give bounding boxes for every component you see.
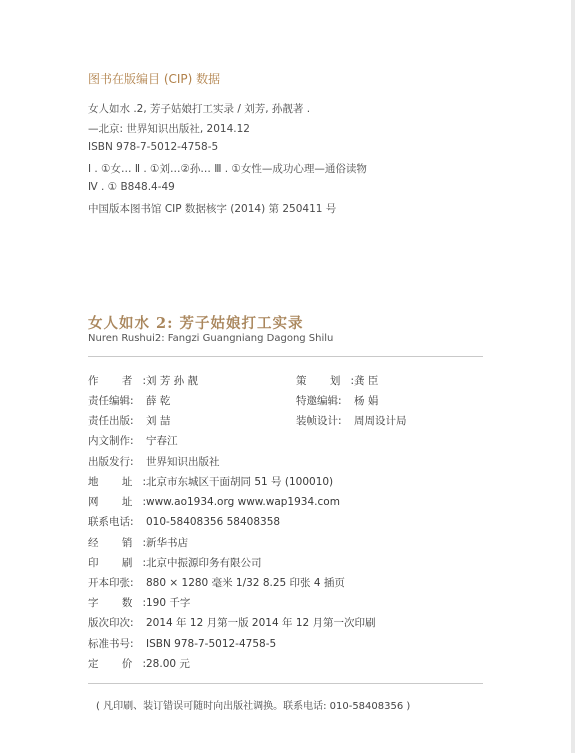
- credit-design: [296, 413, 407, 428]
- cip-line: 中国版本图书馆 CIP 数据核字 (2014) 第 250411 号: [88, 203, 337, 215]
- credit-publisher-resp: [88, 413, 170, 428]
- credit-author: [88, 373, 198, 388]
- info-row: [88, 595, 190, 610]
- info-value: ISBN 978-7-5012-4758-5: [146, 638, 277, 650]
- credit-production: [88, 433, 178, 448]
- special-editor-label: 特邀编辑:: [296, 395, 342, 407]
- publisher-resp-value: 刘 喆: [146, 415, 171, 427]
- info-value: 北京中振源印务有限公司: [146, 557, 262, 569]
- design-label: 装帧设计:: [296, 415, 342, 427]
- info-row: [88, 656, 190, 671]
- info-value: 新华书店: [146, 537, 188, 549]
- credit-planner: [296, 373, 378, 388]
- editor-value: 薛 乾: [146, 395, 171, 407]
- info-row: [88, 636, 276, 651]
- info-row: [88, 555, 262, 570]
- production-label: 内文制作:: [88, 435, 134, 447]
- book-title-pinyin: Nuren Rushui2: Fangzi Guangniang Dagong Shilu: [88, 333, 334, 344]
- production-value: 宁春江: [146, 435, 178, 447]
- publisher-resp-label: 责任出版:: [88, 415, 134, 427]
- info-label: 出版发行:: [88, 456, 134, 468]
- design-value: 周周设计局: [354, 415, 407, 427]
- info-label: 开本印张:: [88, 577, 134, 589]
- info-row: [88, 454, 220, 469]
- cip-line: ISBN 978-7-5012-4758-5: [88, 141, 219, 153]
- author-label: 作 者:: [88, 375, 146, 387]
- info-label: 网 址:: [88, 496, 146, 508]
- page-edge: [571, 0, 575, 753]
- info-label: 经 销:: [88, 537, 146, 549]
- info-label: 定 价:: [88, 658, 146, 670]
- info-row: [88, 615, 376, 630]
- info-label: 字 数:: [88, 597, 146, 609]
- author-value: 刘 芳 孙 靓: [146, 375, 199, 387]
- planner-label: 策 划:: [296, 375, 354, 387]
- footer-note: ( 凡印刷、装订错误可随时向出版社调换。联系电话: 010-58408356 ): [96, 701, 411, 712]
- cip-line: Ⅰ . ①女… Ⅱ . ①刘…②孙… Ⅲ . ①女性—成功心理—通俗读物: [88, 163, 367, 175]
- cip-line: —北京: 世界知识出版社, 2014.12: [88, 123, 250, 135]
- editor-label: 责任编辑:: [88, 395, 134, 407]
- info-value: 880 × 1280 毫米 1/32 8.25 印张 4 插页: [146, 577, 345, 589]
- cip-line: Ⅳ . ① B848.4-49: [88, 181, 175, 193]
- info-value: www.ao1934.org www.wap1934.com: [146, 496, 340, 508]
- divider: [88, 683, 483, 684]
- info-value: 190 千字: [146, 597, 191, 609]
- info-label: 地 址:: [88, 476, 146, 488]
- cip-line: 女人如水 .2, 芳子姑娘打工实录 / 刘芳, 孙靓著 .: [88, 103, 311, 115]
- cip-heading: 图书在版编目 (CIP) 数据: [88, 72, 221, 86]
- info-row: [88, 494, 340, 509]
- book-title: 女人如水 2: 芳子姑娘打工实录: [88, 315, 304, 332]
- info-value: 2014 年 12 月第一版 2014 年 12 月第一次印刷: [146, 617, 376, 629]
- info-label: 联系电话:: [88, 516, 134, 528]
- info-value: 北京市东城区干面胡同 51 号 (100010): [146, 476, 334, 488]
- info-row: [88, 514, 280, 529]
- special-editor-value: 杨 娟: [354, 395, 379, 407]
- info-value: 28.00 元: [146, 658, 190, 670]
- info-label: 印 刷:: [88, 557, 146, 569]
- info-value: 010-58408356 58408358: [146, 516, 281, 528]
- info-label: 版次印次:: [88, 617, 134, 629]
- info-row: [88, 575, 345, 590]
- credit-special-editor: [296, 393, 378, 408]
- credit-editor: [88, 393, 170, 408]
- planner-value: 龚 臣: [354, 375, 379, 387]
- info-label: 标准书号:: [88, 638, 134, 650]
- info-row: [88, 535, 188, 550]
- info-value: 世界知识出版社: [146, 456, 220, 468]
- info-row: [88, 474, 333, 489]
- divider: [88, 356, 483, 357]
